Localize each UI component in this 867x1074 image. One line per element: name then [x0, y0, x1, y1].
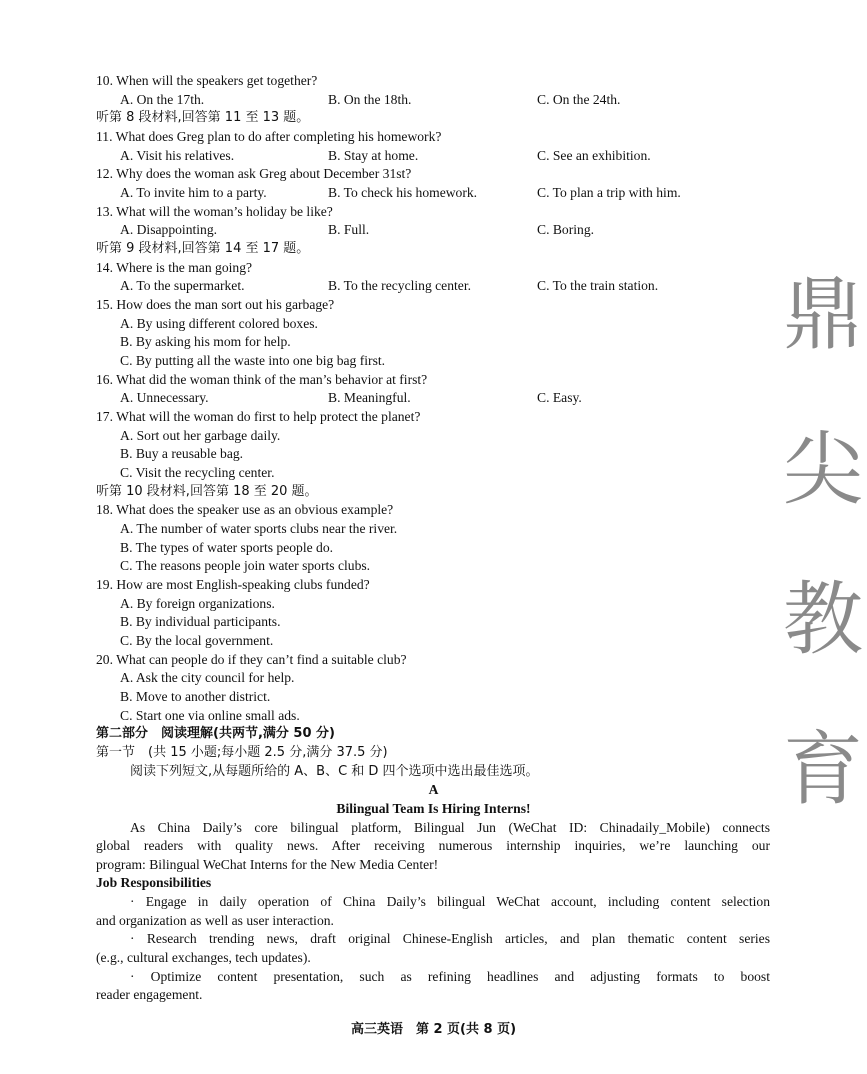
question-11-option-a: A. Visit his relatives. [120, 148, 235, 163]
question-13-stem: 13. What will the woman’s holiday be like? [96, 204, 333, 219]
watermark-char-2: 尖 [783, 423, 863, 516]
listening-intro-9: 听第 9 段材料,回答第 14 至 17 题。 [96, 241, 310, 256]
question-17-option-b: B. Buy a reusable bag. [120, 446, 244, 461]
question-19-option-c: C. By the local government. [120, 633, 274, 648]
question-16-option-b: B. Meaningful. [328, 390, 411, 405]
passage-title: Bilingual Team Is Hiring Interns! [336, 801, 531, 816]
watermark-char-4: 育 [783, 723, 863, 816]
question-16-option-a: A. Unnecessary. [120, 390, 209, 405]
question-20-option-b: B. Move to another district. [120, 689, 271, 704]
question-16-stem: 16. What did the woman think of the man’s behavior at first? [96, 372, 428, 387]
passage-intro-line-2: global readers with quality news. After receiving numerous internship inquiries, we’re launching our [96, 838, 770, 853]
question-18-stem: 18. What does the speaker use as an obvious example? [96, 502, 394, 517]
bullet-1-line-2: and organization as well as user interaction. [96, 913, 334, 928]
question-15-stem: 15. How does the man sort out his garbage? [96, 297, 335, 312]
question-18-option-b: B. The types of water sports people do. [120, 540, 334, 555]
listening-intro-10: 听第 10 段材料,回答第 18 至 20 题。 [96, 484, 318, 499]
question-12-option-b: B. To check his homework. [328, 185, 478, 200]
question-12-option-c: C. To plan a trip with him. [537, 185, 681, 200]
bullet-3-line-1: · Optimize content presentation, such as refining headlines and adjusting formats to boost [130, 969, 770, 984]
question-15-option-a: A. By using different colored boxes. [120, 316, 318, 331]
question-17-stem: 17. What will the woman do first to help protect the planet? [96, 409, 421, 424]
question-14-option-b: B. To the recycling center. [328, 278, 471, 293]
question-18-option-a: A. The number of water sports clubs near the river. [120, 521, 398, 536]
question-11-option-b: B. Stay at home. [328, 148, 419, 163]
question-16-option-c: C. Easy. [537, 390, 582, 405]
question-12-stem: 12. Why does the woman ask Greg about December 31st? [96, 166, 412, 181]
page-footer: 高三英语 第 2 页(共 8 页) [350, 1022, 517, 1037]
bullet-3-line-2: reader engagement. [96, 987, 203, 1002]
part-two-title: 第二部分 阅读理解(共两节,满分 50 分) [96, 726, 335, 741]
question-14-option-c: C. To the train station. [537, 278, 659, 293]
question-13-option-a: A. Disappointing. [120, 222, 218, 237]
question-20-option-c: C. Start one via online small ads. [120, 708, 300, 723]
question-17-option-a: A. Sort out her garbage daily. [120, 428, 281, 443]
question-10-option-a: A. On the 17th. [120, 92, 205, 107]
question-19-stem: 19. How are most English-speaking clubs funded? [96, 577, 370, 592]
question-15-option-b: B. By asking his mom for help. [120, 334, 291, 349]
passage-intro-line-3: program: Bilingual WeChat Interns for the New Media Center! [96, 857, 439, 872]
question-19-option-a: A. By foreign organizations. [120, 596, 275, 611]
job-responsibilities-heading: Job Responsibilities [96, 875, 212, 890]
watermark-char-1: 鼎 [783, 268, 863, 361]
section-one-title: 第一节 (共 15 小题;每小题 2.5 分,满分 37.5 分) [96, 745, 388, 760]
question-18-option-c: C. The reasons people join water sports clubs. [120, 558, 371, 573]
question-10-option-b: B. On the 18th. [328, 92, 412, 107]
question-11-stem: 11. What does Greg plan to do after completing his homework? [96, 129, 442, 144]
question-13-option-c: C. Boring. [537, 222, 595, 237]
bullet-2-line-1: · Research trending news, draft original Chinese-English articles, and plan thematic content series [130, 931, 770, 946]
question-14-stem: 14. Where is the man going? [96, 260, 253, 275]
question-20-option-a: A. Ask the city council for help. [120, 670, 295, 685]
passage-label: A [428, 782, 439, 797]
bullet-1-line-1: · Engage in daily operation of China Daily’s bilingual WeChat account, including content selection [130, 894, 770, 909]
question-19-option-b: B. By individual participants. [120, 614, 281, 629]
question-10-stem: 10. When will the speakers get together? [96, 73, 318, 88]
question-15-option-c: C. By putting all the waste into one big bag first. [120, 353, 386, 368]
question-12-option-a: A. To invite him to a party. [120, 185, 267, 200]
reading-instruction: 阅读下列短文,从每题所给的 A、B、C 和 D 四个选项中选出最佳选项。 [130, 764, 539, 779]
watermark-char-3: 教 [783, 573, 863, 666]
question-13-option-b: B. Full. [328, 222, 370, 237]
question-20-stem: 20. What can people do if they can’t find a suitable club? [96, 652, 407, 667]
bullet-2-line-2: (e.g., cultural exchanges, tech updates). [96, 950, 311, 965]
question-11-option-c: C. See an exhibition. [537, 148, 651, 163]
question-14-option-a: A. To the supermarket. [120, 278, 245, 293]
question-17-option-c: C. Visit the recycling center. [120, 465, 275, 480]
listening-intro-8: 听第 8 段材料,回答第 11 至 13 题。 [96, 110, 310, 125]
passage-intro-line-1: As China Daily’s core bilingual platform, Bilingual Jun (WeChat ID: Chinadaily_Mobile) connects [130, 820, 770, 835]
question-10-option-c: C. On the 24th. [537, 92, 621, 107]
